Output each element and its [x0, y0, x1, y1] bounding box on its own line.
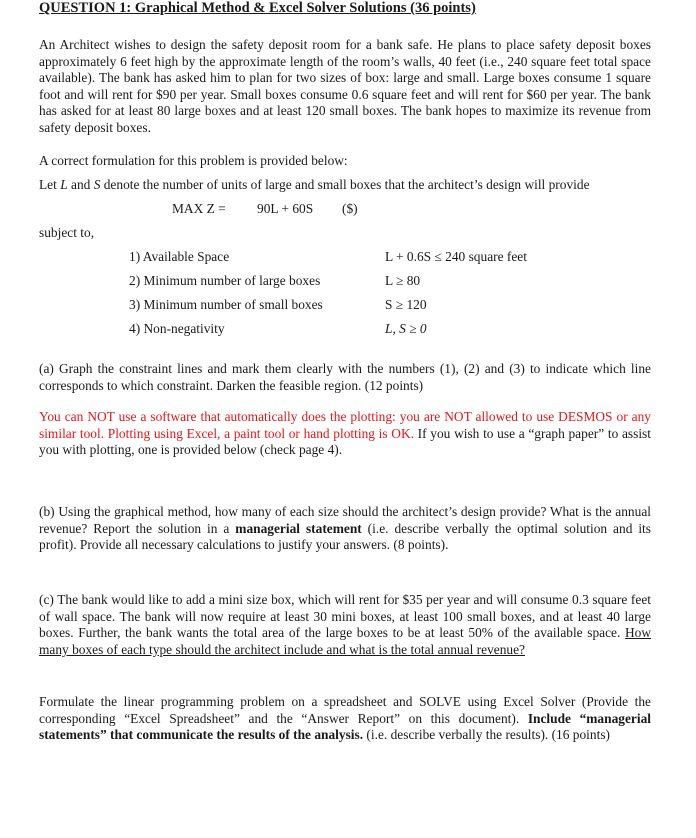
question-title: QUESTION 1: Graphical Method & Excel Solver Solutions (36 points): [39, 0, 476, 16]
objective-unit: ($): [342, 201, 358, 216]
constraint-2-label: 2) Minimum number of large boxes: [129, 273, 321, 288]
part-b-text: (b) Using the graphical method, how many of each size should the architect’s design provide? What is the annual revenue? Report the solution in a managerial statement (i.e. describe verbally the optimal solution and its profit). Provide all necessary calculations to justify your answers. (8 points).: [39, 504, 651, 553]
subject-to-label: subject to,: [39, 225, 95, 240]
part-c-text: (c) The bank would like to add a mini size box, which will rent for $35 per year and will consume 0.3 square feet of wall space. The bank will now require at least 30 mini boxes, at least 100 small boxes, and at least 40 large boxes. Further, the bank wants the total area of the large boxes to be at least 50% of the available space. How many boxes of each type should the architect include and what is the total annual revenue?: [39, 592, 651, 657]
variable-definition: Let L and S denote the number of units of large and small boxes that the architect’s design will provide: [39, 177, 590, 192]
constraint-3-label: 3) Minimum number of small boxes: [129, 297, 323, 312]
constraint-1-expression: L + 0.6S ≤ 240 square feet: [385, 249, 527, 264]
constraint-2-expression: L ≥ 80: [385, 273, 421, 288]
objective-label: MAX Z =: [172, 201, 226, 216]
objective-expression: 90L + 60S: [257, 201, 314, 216]
constraint-1-label: 1) Available Space: [129, 249, 230, 264]
part-a-text: (a) Graph the constraint lines and mark them clearly with the numbers (1), (2) and (3) to indicate which line corresponds to which constraint. Darken the feasible region. (12 points): [39, 361, 651, 393]
intro-paragraph: An Architect wishes to design the safety deposit room for a bank safe. He plans to place safety deposit boxes approximately 6 feet high by the approximate length of the room’s walls, 40 feet (i.e., 240 square feet total space available). The bank has asked him to plan for two sizes of box: large and small. Large boxes consume 1 square foot and will rent for $90 per year. Small boxes consume 0.6 square feet and will rent for $60 per year. The bank has asked for at least 80 large boxes and at least 120 small boxes. The bank hopes to maximize its revenue from safety deposit boxes.: [39, 37, 651, 135]
constraint-3-expression: S ≥ 120: [385, 297, 427, 312]
constraint-4-label: 4) Non-negativity: [129, 321, 225, 336]
plotting-warning: You can NOT use a software that automatically does the plotting: you are NOT allowed to use DESMOS or any similar tool. Plotting using Excel, a paint tool or hand plotting is OK.: [39, 409, 651, 441]
formulate-instructions: Formulate the linear programming problem on a spreadsheet and SOLVE using Excel Solver (Provide the corresponding “Excel Spreadsheet” and the “Answer Report” on this document). Include “managerial statements” that communicate the results of the analysis. (i.e. describe verbally the results). (16 points): [39, 694, 651, 743]
part-a-plotting-rule: You can NOT use a software that automatically does the plotting: you are NOT allowed to use DESMOS or any similar tool. Plotting using Excel, a paint tool or hand plotting is OK. If you wish to use a “graph paper” to assist you with plotting, one is provided below (check page 4).: [39, 409, 651, 458]
formulation-heading: A correct formulation for this problem is provided below:: [39, 153, 348, 168]
constraint-4-expression: L, S ≥ 0: [385, 321, 427, 336]
